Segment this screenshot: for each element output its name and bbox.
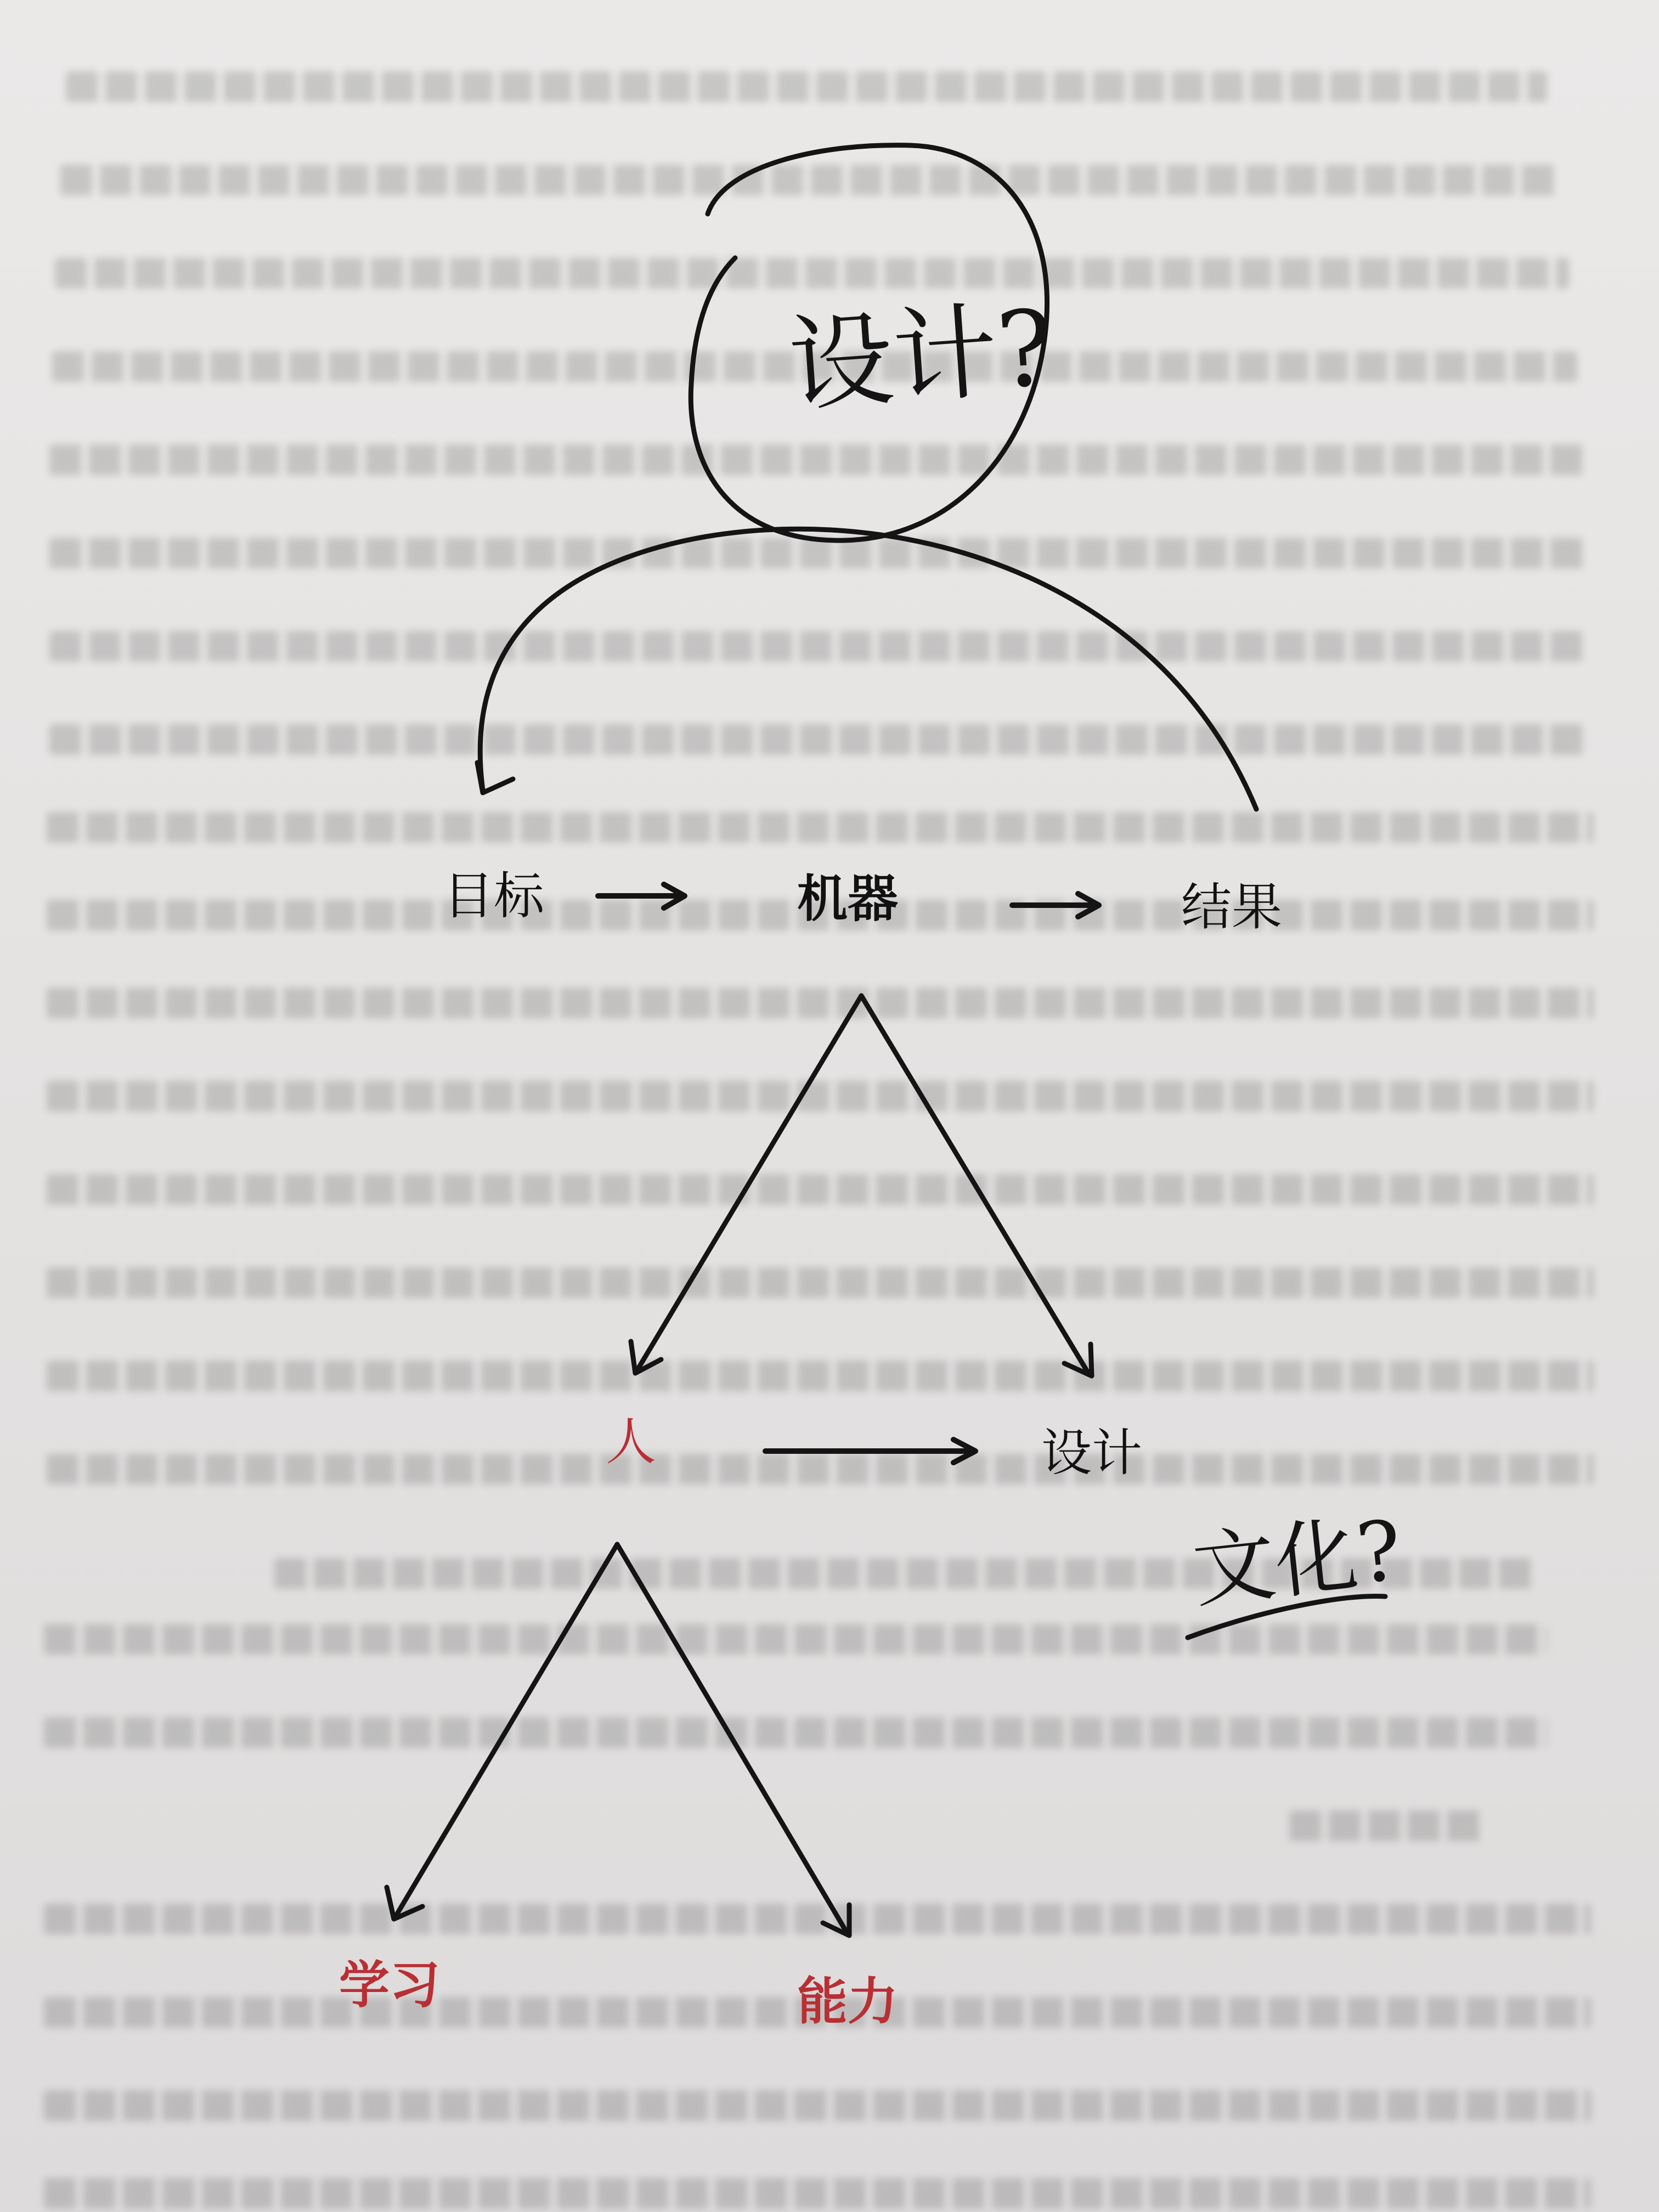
machine-to-result-arrow <box>1012 894 1099 917</box>
ability-label: 能力 <box>797 1972 899 2031</box>
design-label: 设计 <box>1041 1424 1143 1482</box>
machine-to-design-line <box>861 996 1089 1374</box>
machine-label: 机器 <box>797 870 899 928</box>
learning-label: 学习 <box>338 1956 441 2015</box>
human-to-ability-line <box>617 1544 848 1934</box>
human-label: 人 <box>605 1413 657 1471</box>
feedback-arc <box>480 529 1256 809</box>
goal-label: 目标 <box>443 867 545 926</box>
result-label: 结果 <box>1181 878 1283 936</box>
human-to-ability-head <box>823 1905 849 1936</box>
human-to-learning-line <box>395 1544 617 1917</box>
machine-to-human-line <box>636 996 861 1372</box>
goal-to-machine-arrow <box>598 884 685 908</box>
human-to-design-arrow <box>765 1440 975 1463</box>
handwritten-design-note: 设计? <box>785 287 1058 427</box>
handwritten-culture-note: 文化? <box>1188 1503 1406 1620</box>
